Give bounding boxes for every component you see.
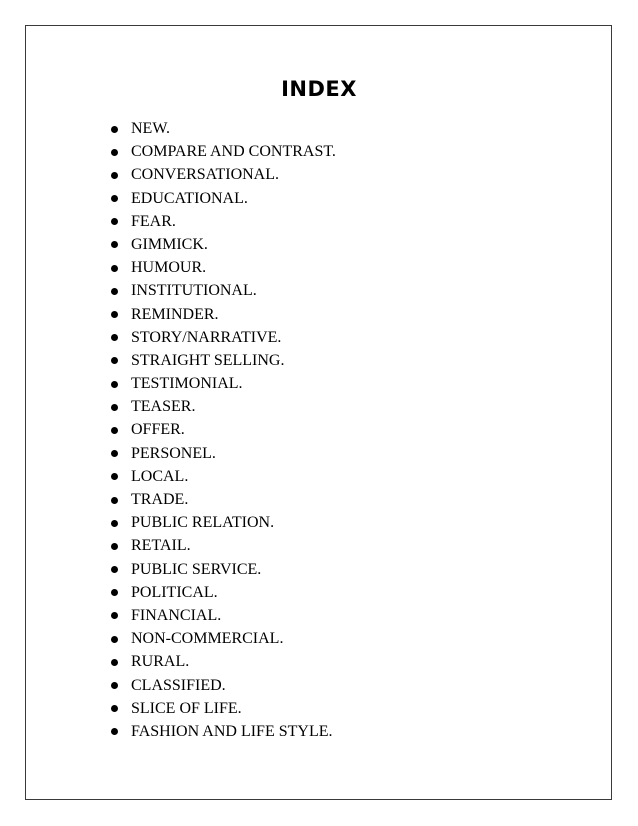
bullet-icon: [111, 497, 118, 504]
list-item-label: TESTIMONIAL.: [131, 375, 243, 393]
bullet-icon: [111, 195, 118, 202]
bullet-icon: [111, 427, 118, 434]
list-item-label: TEASER.: [131, 398, 196, 416]
bullet-icon: [111, 636, 118, 643]
list-item-label: RETAIL.: [131, 537, 191, 555]
list-item-label: RURAL.: [131, 653, 190, 671]
list-item-label: REMINDER.: [131, 305, 219, 323]
list-item-label: INSTITUTIONAL.: [131, 282, 257, 300]
list-item-label: COMPARE AND CONTRAST.: [131, 143, 336, 161]
bullet-icon: [111, 311, 118, 318]
list-item-label: SLICE OF LIFE.: [131, 699, 242, 717]
bullet-icon: [111, 520, 118, 527]
bullet-icon: [111, 126, 118, 133]
bullet-icon: [111, 149, 118, 156]
list-item-label: STORY/NARRATIVE.: [131, 328, 282, 346]
list-item-label: FEAR.: [131, 212, 176, 230]
list-item-label: NEW.: [131, 120, 170, 137]
list-item-label: EDUCATIONAL.: [131, 189, 248, 207]
list-item-label: POLITICAL.: [131, 583, 218, 601]
bullet-icon: [111, 265, 118, 272]
list-item-label: PUBLIC SERVICE.: [131, 560, 262, 578]
list-item-label: PUBLIC RELATION.: [131, 514, 275, 532]
list-item-label: TRADE.: [131, 491, 189, 508]
list-item-label: GIMMICK.: [131, 235, 208, 253]
bullet-icon: [111, 172, 118, 179]
bullet-icon: [111, 543, 118, 550]
list-item-label: FINANCIAL.: [131, 606, 222, 624]
list-item-label: CONVERSATIONAL.: [131, 166, 279, 184]
list-item-label: LOCAL.: [131, 467, 189, 485]
list-item-label: CLASSIFIED.: [131, 676, 226, 694]
list-item-label: PERSONEL.: [131, 444, 216, 462]
list-item-label: STRAIGHT SELLING.: [131, 351, 285, 369]
bullet-icon: [111, 659, 118, 666]
list-item-label: NON-COMMERCIAL.: [131, 630, 284, 648]
bullet-icon: [111, 682, 118, 689]
bullet-icon: [111, 404, 118, 411]
bullet-icon: [111, 381, 118, 388]
bullet-icon: [111, 566, 118, 573]
list-item-label: FASHION AND LIFE STYLE.: [131, 722, 333, 740]
list-item-label: OFFER.: [131, 421, 185, 439]
page-title: INDEX: [281, 77, 357, 101]
bullet-icon: [111, 288, 118, 295]
list-item-label: HUMOUR.: [131, 259, 207, 277]
